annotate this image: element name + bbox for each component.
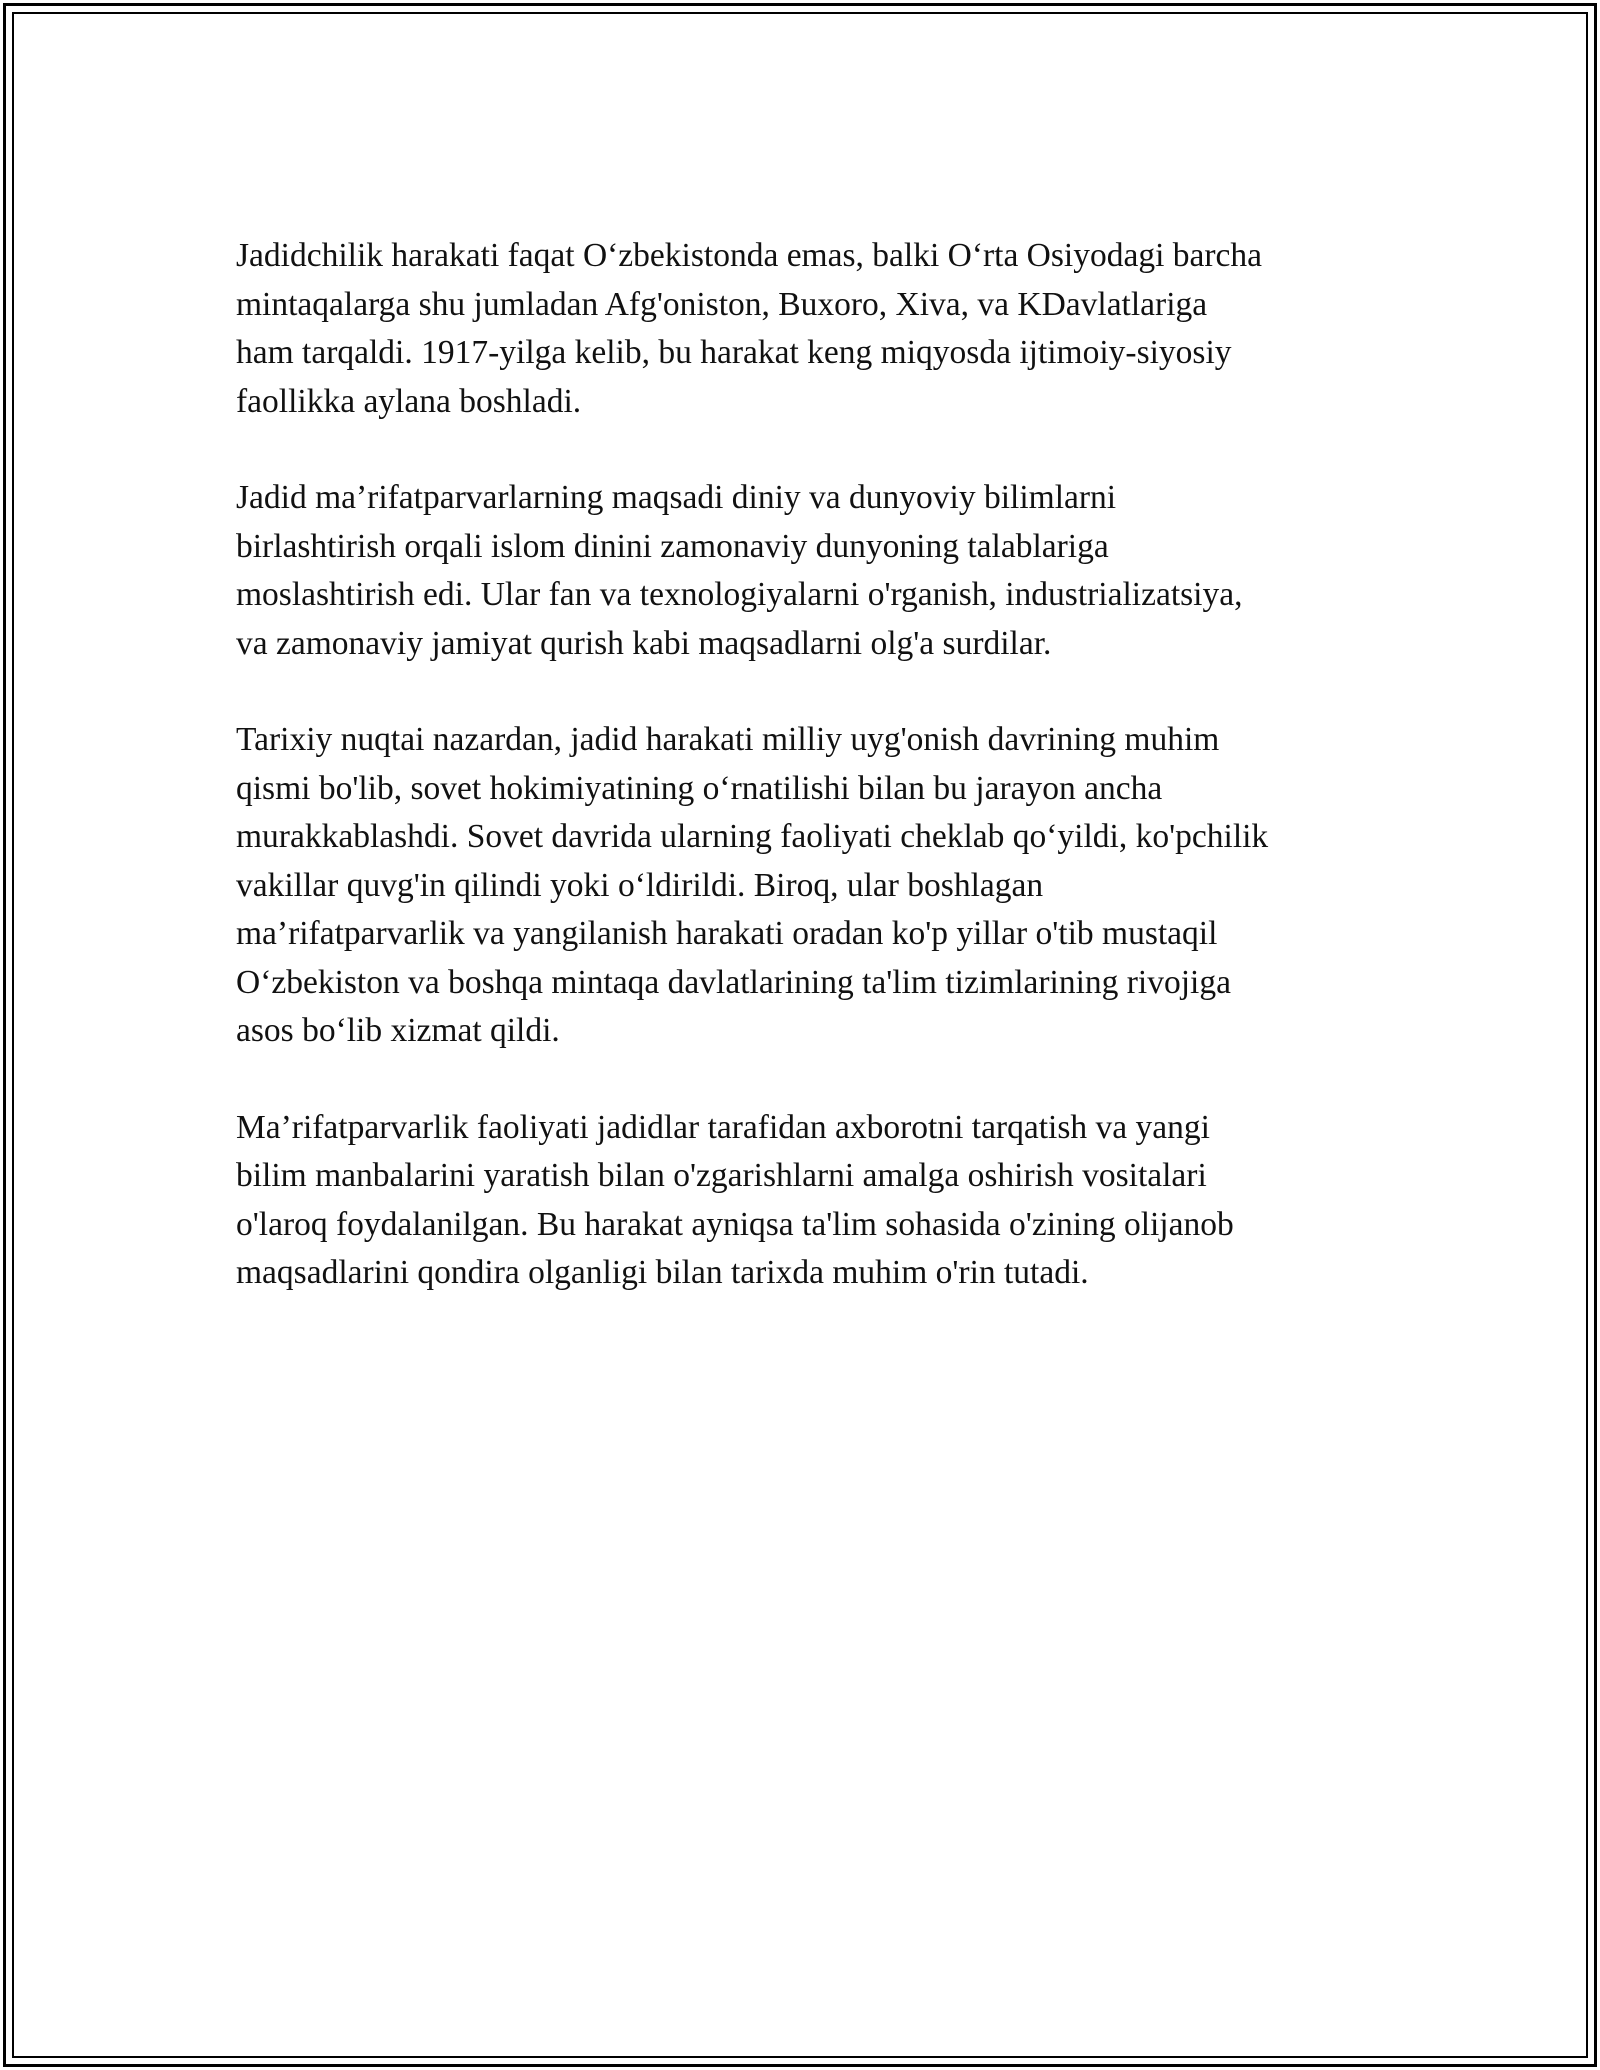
text-line: birlashtirish orqali islom dinini zamonaviy dunyoning talablariga xyxy=(236,527,1109,565)
paragraph-3 xyxy=(236,716,1376,1056)
paragraph-2 xyxy=(236,474,1376,668)
text-line: moslashtirish edi. Ular fan va texnologiyalarni o'rganish, industrializatsiya, xyxy=(236,576,1243,613)
text-line: Jadidchilik harakati faqat O‘zbekistonda emas, balki O‘rta Osiyodagi barcha xyxy=(236,237,1263,274)
text-line: murakkablashdi. Sovet davrida ularning faoliyati cheklab qo‘yildi, ko'pchilik xyxy=(236,818,1269,855)
text-line: Jadid ma’rifatparvarlarning maqsadi diniy va dunyoviy bilimlarni xyxy=(236,479,1117,516)
text-line: O‘zbekiston va boshqa mintaqa davlatlarining ta'lim tizimlarining rivojiga xyxy=(236,963,1231,1001)
text-line: Tarixiy nuqtai nazardan, jadid harakati milliy uyg'onish davrining muhim xyxy=(236,721,1220,758)
text-line: mintaqalarga shu jumladan Afg'oniston, Buxoro, Xiva, va KDavlatlariga xyxy=(236,285,1208,323)
document-body xyxy=(236,232,1376,1298)
text-line: asos bo‘lib xizmat qildi. xyxy=(236,1012,560,1049)
text-line: ma’rifatparvarlik va yangilanish harakati oradan ko'p yillar o'tib mustaqil xyxy=(236,915,1218,952)
text-line: Ma’rifatparvarlik faoliyati jadidlar tarafidan axborotni tarqatish va yangi xyxy=(236,1108,1210,1146)
paragraph-1 xyxy=(236,232,1376,426)
text-line: vakillar quvg'in qilindi yoki o‘ldirildi. Biroq, ular boshlagan xyxy=(236,866,1044,904)
text-line: qismi bo'lib, sovet hokimiyatining o‘rnatilishi bilan bu jarayon ancha xyxy=(236,769,1163,807)
text-line: maqsadlarini qondira olganligi bilan tarixda muhim o'rin tutadi. xyxy=(236,1254,1089,1291)
text-line: faollikka aylana boshladi. xyxy=(236,382,582,420)
paragraph-4 xyxy=(236,1104,1376,1298)
text-line: bilim manbalarini yaratish bilan o'zgarishlarni amalga oshirish vositalari xyxy=(236,1157,1207,1194)
text-line: va zamonaviy jamiyat qurish kabi maqsadlarni olg'a surdilar. xyxy=(236,624,1052,662)
text-line: o'laroq foydalanilgan. Bu harakat ayniqsa ta'lim sohasida o'zining olijanob xyxy=(236,1205,1234,1243)
text-line: ham tarqaldi. 1917-yilga kelib, bu harakat keng miqyosda ijtimoiy-siyosiy xyxy=(236,334,1232,371)
